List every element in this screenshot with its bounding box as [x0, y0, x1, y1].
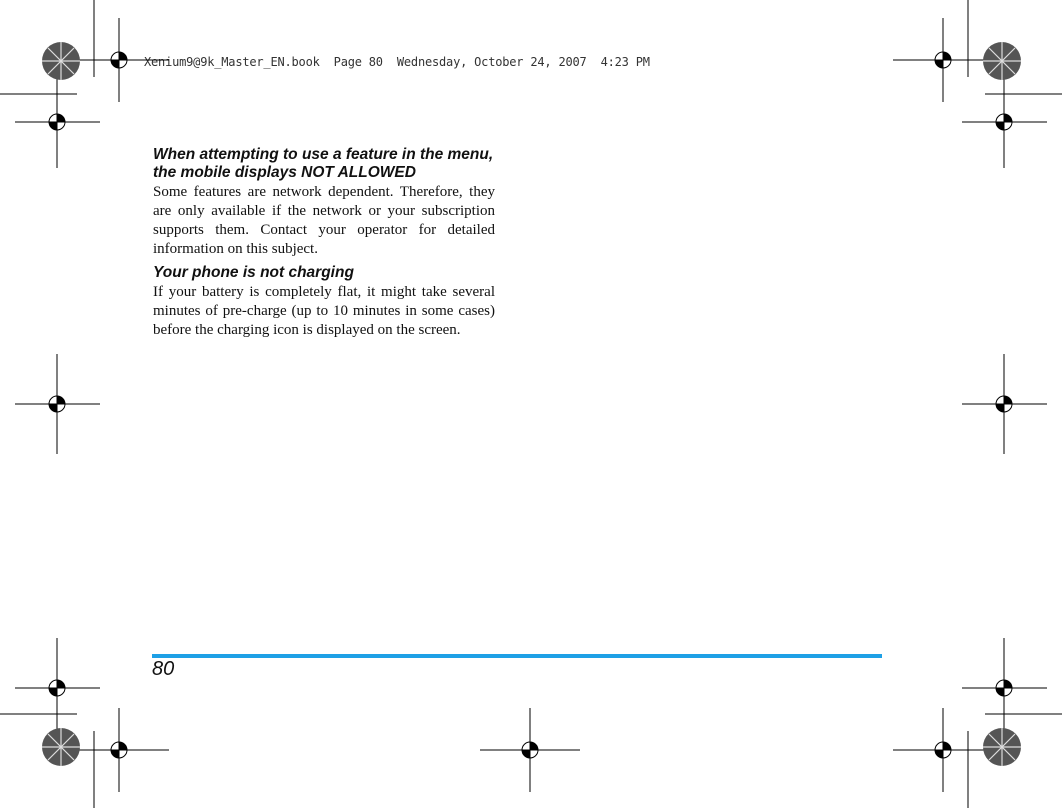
section-body: If your battery is completely flat, it might take several minutes of pre-charge (up to 10 minutes in some cases) before the charging icon is displayed on the screen. [153, 284, 495, 338]
section-heading: When attempting to use a feature in the menu, the mobile displays NOT ALLOWED [153, 146, 494, 181]
section-heading: Your phone is not charging [153, 264, 354, 281]
section-body: Some features are network dependent. Therefore, they are only available if the network or your subscription supports them. Contact your operator for detailed information on this subject. [153, 184, 495, 257]
page-number: 80 [152, 658, 175, 680]
print-slug-line: Xenium9@9k_Master_EN.book Page 80 Wednesday, October 24, 2007 4:23 PM [144, 55, 650, 69]
